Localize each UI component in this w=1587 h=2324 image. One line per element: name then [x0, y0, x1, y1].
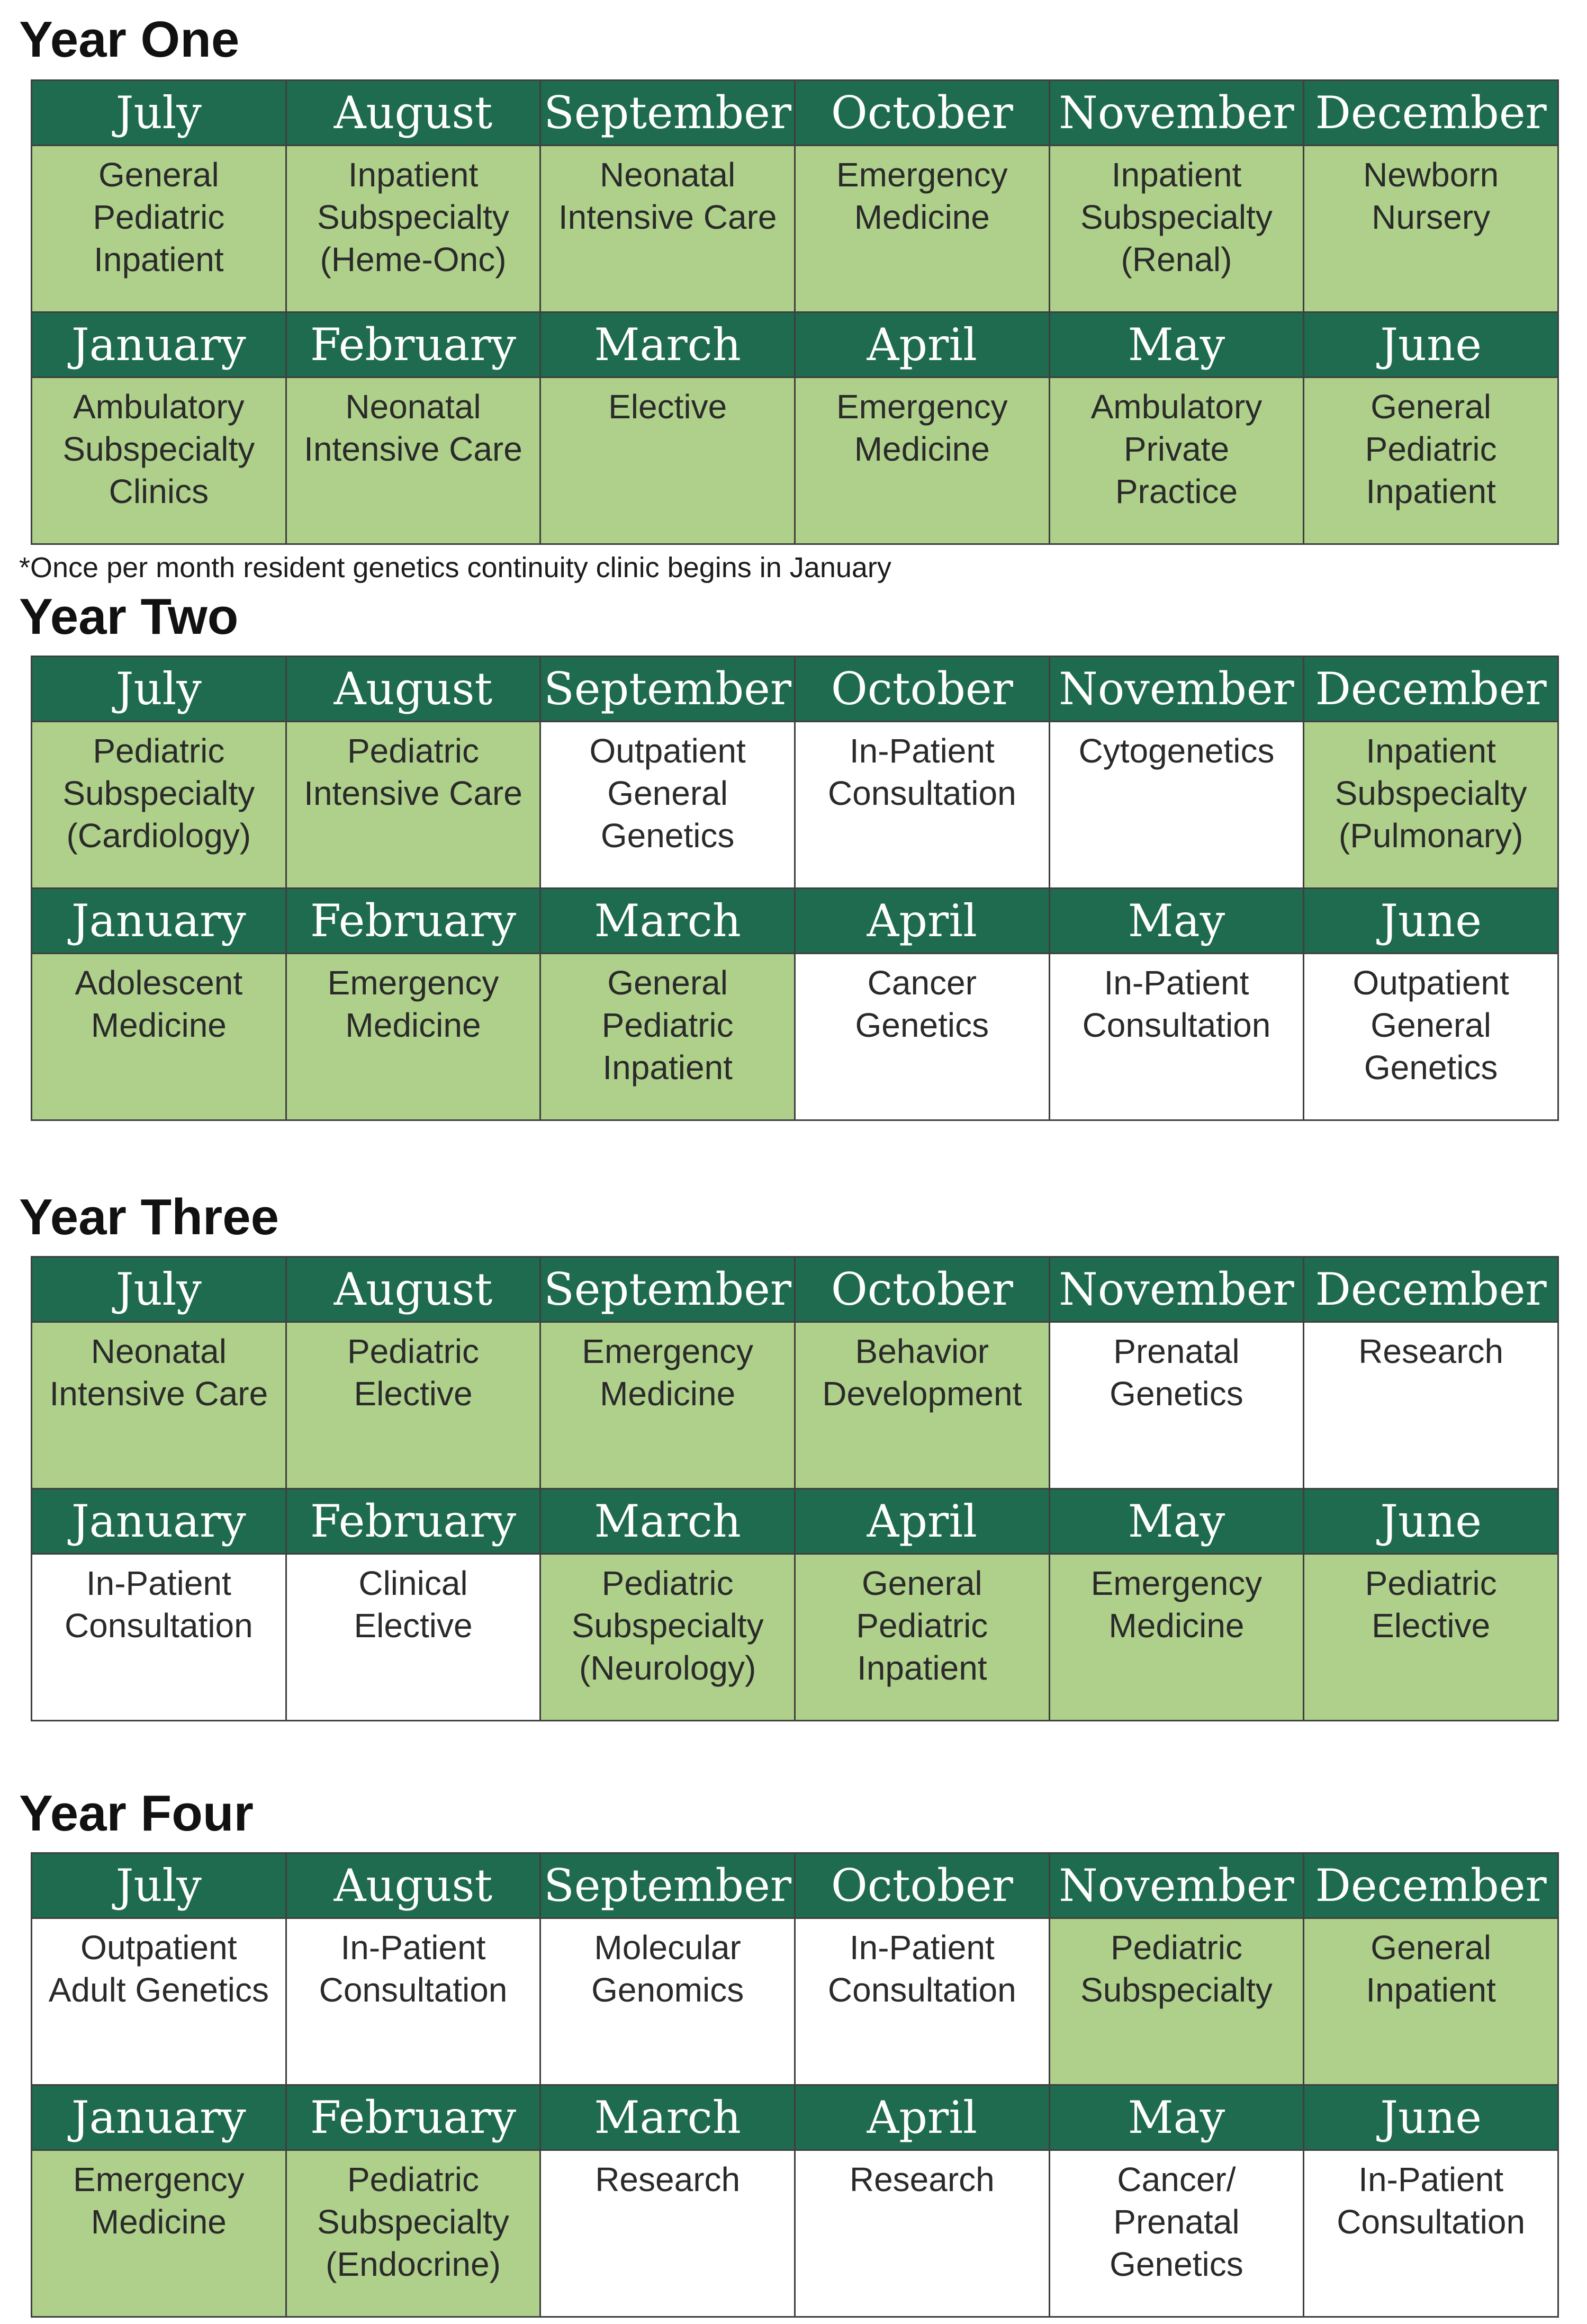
- month-header: April: [795, 2085, 1049, 2150]
- rotation-label-line: Molecular: [594, 1928, 741, 1967]
- month-header: August: [286, 657, 540, 722]
- rotation-label-line: Pediatric: [93, 732, 225, 770]
- rotation-label-line: (Endocrine): [326, 2245, 501, 2283]
- rotation-label-line: Subspecialty: [317, 2203, 509, 2241]
- rotation-label-line: Behavior: [855, 1332, 989, 1370]
- rotation-label-line: Emergency: [582, 1332, 753, 1370]
- rotation-label-line: Genetics: [855, 1006, 989, 1044]
- rotation-label-line: Clinical: [358, 1564, 468, 1602]
- month-header: December: [1304, 1257, 1558, 1322]
- rotation-label-line: Emergency: [836, 156, 1008, 194]
- rotation-label-line: Medicine: [345, 1006, 481, 1044]
- rotation-label-line: Newborn: [1363, 156, 1499, 194]
- rotation-label-line: Consultation: [1082, 1006, 1271, 1044]
- rotation-cell: [1049, 954, 1304, 1120]
- rotation-label-line: Practice: [1115, 472, 1238, 510]
- rotation-label-line: In-Patient: [1104, 964, 1249, 1002]
- rotation-label-line: Research: [595, 2160, 741, 2199]
- month-header: September: [540, 657, 795, 722]
- rotation-label-line: Genetics: [1110, 2245, 1243, 2283]
- rotation-label-line: Private: [1123, 430, 1230, 468]
- rotation-label-line: (Pulmonary): [1338, 816, 1523, 855]
- rotation-cell: [540, 1322, 795, 1489]
- rotation-label-line: General: [1370, 1928, 1491, 1967]
- month-header: May: [1049, 889, 1304, 954]
- rotation-label-line: Prenatal: [1113, 2203, 1240, 2241]
- month-header: March: [540, 889, 795, 954]
- rotation-label-line: Adult Genetics: [48, 1971, 269, 2009]
- rotation-table: [31, 79, 1559, 545]
- rotation-label-line: Outpatient: [80, 1928, 237, 1967]
- rotation-label-line: In-Patient: [86, 1564, 231, 1602]
- rotation-label-line: In-Patient: [1358, 2160, 1504, 2199]
- month-header-row: [32, 312, 1558, 378]
- rotation-table: [31, 1256, 1559, 1721]
- rotation-label-line: Subspecialty: [62, 430, 255, 468]
- rotation-cell: [32, 722, 286, 889]
- rotation-row: [32, 2150, 1558, 2317]
- year-title: Year Three: [19, 1189, 279, 1245]
- rotation-cell: [1304, 2150, 1558, 2317]
- rotation-row: [32, 378, 1558, 544]
- rotation-label-line: Pediatric: [347, 1332, 479, 1370]
- month-header: April: [795, 312, 1049, 378]
- rotation-label-line: Inpatient: [1366, 472, 1496, 510]
- rotation-cell: [1304, 722, 1558, 889]
- month-header: January: [32, 2085, 286, 2150]
- rotation-label-line: Consultation: [64, 1607, 253, 1645]
- rotation-label-line: Pediatric: [856, 1607, 988, 1645]
- month-header: March: [540, 312, 795, 378]
- rotation-cell: [32, 146, 286, 312]
- rotation-label-line: Neonatal: [91, 1332, 227, 1370]
- rotation-label-line: Nursery: [1372, 198, 1491, 236]
- month-header: December: [1304, 657, 1558, 722]
- rotation-label-line: Subspecialty: [62, 774, 255, 812]
- rotation-cell: [32, 1554, 286, 1721]
- month-header: October: [795, 1853, 1049, 1918]
- month-header: February: [286, 312, 540, 378]
- rotation-cell: [795, 722, 1049, 889]
- rotation-label-line: Emergency: [836, 388, 1008, 426]
- rotation-cell: [540, 1554, 795, 1721]
- month-header: November: [1049, 1853, 1304, 1918]
- rotation-row: [32, 722, 1558, 889]
- rotation-cell: [795, 954, 1049, 1120]
- rotation-cell: [795, 146, 1049, 312]
- rotation-cell: [1304, 954, 1558, 1120]
- rotation-label-line: Pediatric: [93, 198, 225, 236]
- rotation-label-line: Medicine: [854, 198, 990, 236]
- rotation-label-line: In-Patient: [849, 732, 995, 770]
- rotation-cell: [32, 954, 286, 1120]
- rotation-label-line: Inpatient: [1111, 156, 1242, 194]
- rotation-label-line: Research: [1358, 1332, 1504, 1370]
- rotation-label-line: In-Patient: [340, 1928, 486, 1967]
- month-header: May: [1049, 312, 1304, 378]
- month-header: September: [540, 1257, 795, 1322]
- rotation-label-line: (Heme-Onc): [320, 240, 507, 279]
- rotation-cell: [540, 722, 795, 889]
- rotation-label-line: Pediatric: [601, 1006, 734, 1044]
- month-header: April: [795, 889, 1049, 954]
- rotation-label-line: Inpatient: [94, 240, 224, 279]
- rotation-row: [32, 146, 1558, 312]
- month-header: July: [32, 1853, 286, 1918]
- rotation-cell: [540, 1918, 795, 2085]
- month-header: June: [1304, 1489, 1558, 1554]
- rotation-label-line: Inpatient: [1366, 732, 1496, 770]
- rotation-cell: [795, 378, 1049, 544]
- rotation-cell: [1049, 1918, 1304, 2085]
- rotation-label-line: Elective: [354, 1375, 473, 1413]
- month-header-row: [32, 1257, 1558, 1322]
- rotation-label-line: (Cardiology): [66, 816, 251, 855]
- rotation-label-line: Pediatric: [347, 732, 479, 770]
- rotation-label-line: Inpatient: [348, 156, 479, 194]
- rotation-label-line: Inpatient: [1366, 1971, 1496, 2009]
- year-title: Year One: [19, 11, 240, 68]
- month-header: October: [795, 80, 1049, 146]
- rotation-label-line: Pediatric: [1365, 430, 1497, 468]
- rotation-cell: [540, 378, 795, 544]
- rotation-cell: [32, 378, 286, 544]
- rotation-cell: [32, 1322, 286, 1489]
- rotation-label-line: Intensive Care: [558, 198, 777, 236]
- rotation-label-line: Development: [822, 1375, 1022, 1413]
- month-header: June: [1304, 312, 1558, 378]
- month-header: September: [540, 80, 795, 146]
- month-header: August: [286, 1257, 540, 1322]
- rotation-label-line: Consultation: [827, 1971, 1016, 2009]
- rotation-cell: [1304, 1554, 1558, 1721]
- rotation-label-line: Research: [849, 2160, 995, 2199]
- rotation-label-line: Neonatal: [345, 388, 481, 426]
- rotation-label-line: Medicine: [91, 2203, 227, 2241]
- month-header: June: [1304, 2085, 1558, 2150]
- rotation-label-line: Subspecialty: [1334, 774, 1527, 812]
- rotation-cell: [1049, 146, 1304, 312]
- rotation-label-line: Genetics: [600, 816, 735, 855]
- rotation-cell: [540, 954, 795, 1120]
- rotation-label-line: Outpatient: [589, 732, 746, 770]
- rotation-row: [32, 1322, 1558, 1489]
- rotation-label-line: Emergency: [73, 2160, 245, 2199]
- month-header: July: [32, 80, 286, 146]
- rotation-label-line: Genomics: [591, 1971, 744, 2009]
- rotation-label-line: Emergency: [1090, 1564, 1263, 1602]
- rotation-label-line: Pediatric: [1365, 1564, 1497, 1602]
- rotation-cell: [795, 1918, 1049, 2085]
- month-header: March: [540, 1489, 795, 1554]
- rotation-cell: [1304, 146, 1558, 312]
- month-header: January: [32, 889, 286, 954]
- rotation-cell: [286, 1918, 540, 2085]
- rotation-row: [32, 954, 1558, 1120]
- month-header: April: [795, 1489, 1049, 1554]
- rotation-cell: [1304, 1918, 1558, 2085]
- month-header-row: [32, 2085, 1558, 2150]
- rotation-label-line: Pediatric: [1110, 1928, 1242, 1967]
- rotation-label-line: Medicine: [600, 1375, 736, 1413]
- month-header: October: [795, 657, 1049, 722]
- month-header: November: [1049, 80, 1304, 146]
- rotation-cell: [32, 2150, 286, 2317]
- rotation-label-line: Prenatal: [1113, 1332, 1240, 1370]
- rotation-label-line: Cytogenetics: [1078, 732, 1275, 770]
- month-header-row: [32, 80, 1558, 146]
- rotation-label-line: Clinics: [109, 472, 209, 510]
- month-header: August: [286, 1853, 540, 1918]
- rotation-table: [31, 656, 1559, 1121]
- rotation-label-line: Pediatric: [347, 2160, 479, 2199]
- rotation-label-line: Outpatient: [1352, 964, 1509, 1002]
- rotation-cell: [286, 146, 540, 312]
- rotation-cell: [795, 1322, 1049, 1489]
- rotation-cell: [1049, 1554, 1304, 1721]
- rotation-cell: [32, 1918, 286, 2085]
- rotation-label-line: General: [607, 964, 728, 1002]
- rotation-row: [32, 1554, 1558, 1721]
- rotation-label-line: Subspecialty: [1080, 198, 1273, 236]
- month-header: January: [32, 1489, 286, 1554]
- rotation-table: [31, 1852, 1559, 2318]
- month-header: May: [1049, 2085, 1304, 2150]
- rotation-label-line: Medicine: [91, 1006, 227, 1044]
- rotation-label-line: Consultation: [1337, 2203, 1526, 2241]
- month-header: February: [286, 2085, 540, 2150]
- rotation-label-line: General: [1370, 1006, 1491, 1044]
- rotation-label-line: Genetics: [1364, 1048, 1498, 1087]
- rotation-label-line: Intensive Care: [304, 774, 522, 812]
- rotation-label-line: Genetics: [1110, 1375, 1243, 1413]
- month-header: December: [1304, 80, 1558, 146]
- rotation-cell: [1049, 2150, 1304, 2317]
- month-header: January: [32, 312, 286, 378]
- rotation-cell: [286, 722, 540, 889]
- month-header: July: [32, 1257, 286, 1322]
- month-header-row: [32, 889, 1558, 954]
- rotation-label-line: General: [1370, 388, 1491, 426]
- rotation-label-line: Emergency: [327, 964, 499, 1002]
- month-header: May: [1049, 1489, 1304, 1554]
- rotation-label-line: General: [607, 774, 728, 812]
- rotation-label-line: Medicine: [1108, 1607, 1245, 1645]
- month-header: March: [540, 2085, 795, 2150]
- rotation-cell: [286, 954, 540, 1120]
- rotation-cell: [1304, 1322, 1558, 1489]
- year-title: Year Two: [19, 588, 239, 645]
- month-header: September: [540, 1853, 795, 1918]
- month-header: February: [286, 1489, 540, 1554]
- rotation-label-line: Adolescent: [75, 964, 243, 1002]
- rotation-label-line: Elective: [354, 1607, 473, 1645]
- rotation-label-line: Inpatient: [602, 1048, 733, 1087]
- rotation-label-line: Medicine: [854, 430, 990, 468]
- rotation-cell: [286, 1322, 540, 1489]
- rotation-cell: [540, 146, 795, 312]
- rotation-label-line: Subspecialty: [571, 1607, 764, 1645]
- rotation-row: [32, 1918, 1558, 2085]
- rotation-label-line: In-Patient: [849, 1928, 995, 1967]
- month-header-row: [32, 1853, 1558, 1918]
- month-header: June: [1304, 889, 1558, 954]
- rotation-cell: [286, 1554, 540, 1721]
- month-header: November: [1049, 657, 1304, 722]
- month-header-row: [32, 1489, 1558, 1554]
- rotation-cell: [1049, 1322, 1304, 1489]
- rotation-label-line: Ambulatory: [73, 388, 245, 426]
- rotation-cell: [1049, 378, 1304, 544]
- rotation-label-line: General: [861, 1564, 982, 1602]
- rotation-label-line: Consultation: [319, 1971, 508, 2009]
- rotation-label-line: (Renal): [1121, 240, 1232, 279]
- rotation-label-line: Cancer: [867, 964, 977, 1002]
- rotation-label-line: Neonatal: [600, 156, 736, 194]
- month-header: December: [1304, 1853, 1558, 1918]
- month-header: November: [1049, 1257, 1304, 1322]
- rotation-label-line: (Neurology): [579, 1649, 756, 1687]
- rotation-cell: [1304, 378, 1558, 544]
- rotation-label-line: General: [98, 156, 219, 194]
- month-header-row: [32, 657, 1558, 722]
- rotation-label-line: Elective: [608, 388, 727, 426]
- rotation-label-line: Elective: [1372, 1607, 1491, 1645]
- rotation-label-line: Cancer/: [1117, 2160, 1236, 2199]
- year-title: Year Four: [19, 1785, 254, 1842]
- rotation-label-line: Consultation: [827, 774, 1016, 812]
- rotation-label-line: Intensive Care: [49, 1375, 268, 1413]
- rotation-cell: [1049, 722, 1304, 889]
- rotation-label-line: Inpatient: [857, 1649, 987, 1687]
- rotation-label-line: Subspecialty: [1080, 1971, 1273, 2009]
- rotation-cell: [795, 2150, 1049, 2317]
- month-header: July: [32, 657, 286, 722]
- footnote: *Once per month resident genetics continuity clinic begins in January: [19, 552, 891, 584]
- rotation-label-line: Subspecialty: [317, 198, 509, 236]
- rotation-label-line: Pediatric: [601, 1564, 734, 1602]
- month-header: October: [795, 1257, 1049, 1322]
- rotation-cell: [540, 2150, 795, 2317]
- rotation-label-line: Intensive Care: [304, 430, 522, 468]
- month-header: February: [286, 889, 540, 954]
- month-header: August: [286, 80, 540, 146]
- rotation-cell: [795, 1554, 1049, 1721]
- rotation-label-line: Ambulatory: [1090, 388, 1263, 426]
- rotation-cell: [286, 378, 540, 544]
- rotation-cell: [286, 2150, 540, 2317]
